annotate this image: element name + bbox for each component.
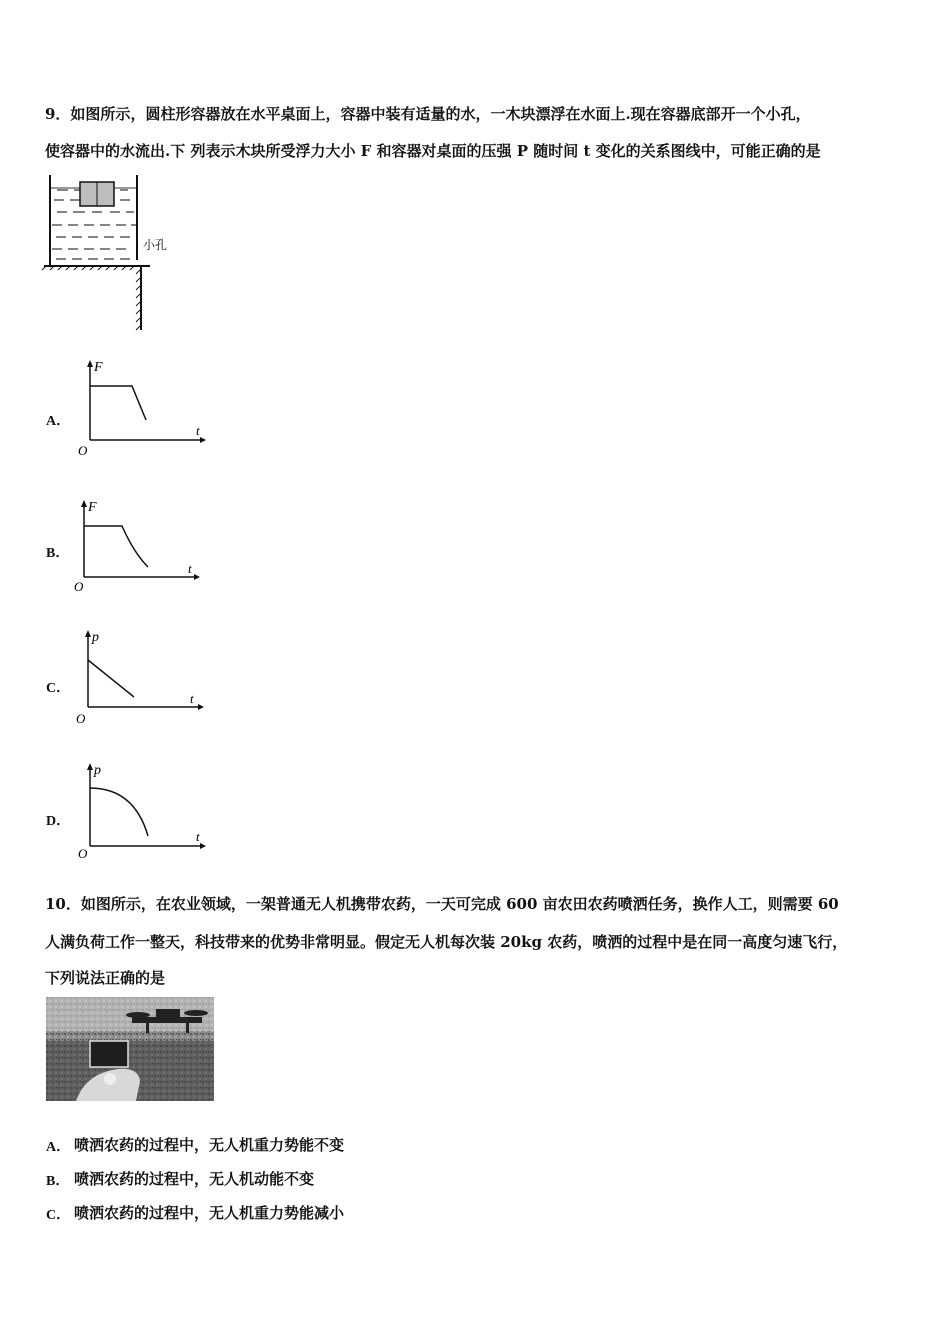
q10-option-a-label: A． [46,1140,71,1155]
graph-c-origin: O [76,711,86,725]
q10-line-3: 下列说法正确的是 [45,969,166,987]
graph-a-x-label: t [196,423,200,438]
q9-line-2: 使容器中的水流出.下 列表示木块所受浮力大小 F 和容器对桌面的压强 P 随时间 t 变化的关系图线中，可能正确的是 [45,142,821,160]
controller-screen [90,1041,128,1067]
hole-label: 小孔 [143,238,168,252]
graph-b [66,495,206,595]
graph-a-y-label: F [94,360,103,375]
container-figure [40,170,190,335]
graph-c [70,625,210,725]
option-a-label: A． [46,414,71,429]
graph-d-y-label: p [94,763,101,778]
graph-d-x-label: t [196,829,200,844]
graph-b-y-label: F [88,500,97,515]
option-c-label: C． [46,681,71,696]
q10-option-c-text: 喷洒农药的过程中，无人机重力势能减小 [74,1204,345,1222]
graph-c-curve [88,660,134,697]
graph-d-curve [90,788,148,836]
graph-d [72,758,212,863]
q10-line-2: 人满负荷工作一整天，科技带来的优势非常明显。假定无人机每次装 20kg 农药，喷洒的过程中是在同一高度匀速飞行， [45,933,848,951]
q10-option-a-text: 喷洒农药的过程中，无人机重力势能不变 [74,1136,345,1154]
option-b-label: B． [46,546,70,561]
graph-b-origin: O [74,579,84,594]
graph-a-origin: O [78,443,88,458]
drone-photo [46,997,214,1101]
graph-d-origin: O [78,846,88,861]
graph-b-x-label: t [188,561,192,576]
q10-line-1: 10．如图所示，在农业领域，一架普通无人机携带农药，一天可完成 600 亩农田农药喷洒任务，换作人工，则需要 60 [45,895,839,913]
q10-option-b-label: B． [46,1174,70,1189]
q10-option-b-text: 喷洒农药的过程中，无人机动能不变 [74,1170,315,1188]
q10-option-c-label: C． [46,1208,71,1223]
option-d-label: D． [46,814,71,829]
graph-a [72,355,212,465]
graph-c-x-label: t [190,691,194,706]
q9-line-1: 9．如图所示，圆柱形容器放在水平桌面上，容器中装有适量的水，一木块漂浮在水面上.现在容器底部开一个小孔， [45,105,811,123]
graph-b-curve [84,526,148,567]
graph-c-y-label: p [92,630,99,645]
graph-a-curve [90,386,146,420]
